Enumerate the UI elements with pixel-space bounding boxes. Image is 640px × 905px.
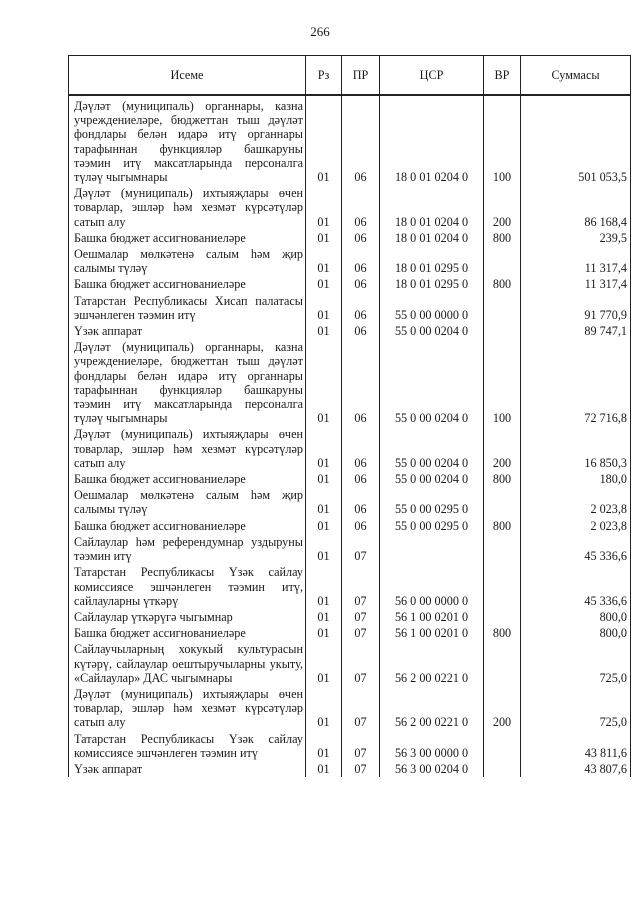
- cell-csr: 56 3 00 0204 0: [380, 761, 484, 777]
- cell-pr: 06: [342, 276, 380, 292]
- cell-pr: 06: [342, 293, 380, 323]
- cell-rz: 01: [306, 625, 342, 641]
- cell-pr: 06: [342, 185, 380, 230]
- column-header-vr: ВР: [484, 56, 521, 96]
- cell-pr: 07: [342, 731, 380, 761]
- column-header-csr: ЦСР: [380, 56, 484, 96]
- cell-pr: 07: [342, 564, 380, 609]
- cell-name: Сайлаулар үткәрүгә чыгымнар: [69, 609, 306, 625]
- cell-vr: [484, 761, 521, 777]
- cell-sum: 180,0: [521, 471, 631, 487]
- table-row: [69, 95, 631, 185]
- cell-sum: 725,0: [521, 686, 631, 731]
- cell-csr: 18 0 01 0204 0: [380, 230, 484, 246]
- cell-pr: 06: [342, 487, 380, 517]
- cell-csr: 56 2 00 0221 0: [380, 686, 484, 731]
- cell-rz: 01: [306, 323, 342, 339]
- cell-csr: 18 0 01 0295 0: [380, 276, 484, 292]
- table-row: [69, 276, 631, 292]
- cell-vr: 800: [484, 471, 521, 487]
- cell-vr: [484, 246, 521, 276]
- cell-name: Оешмалар мөлкәтенә салым һәм җир салымы түләү: [69, 246, 306, 276]
- cell-pr: 06: [342, 246, 380, 276]
- cell-vr: 200: [484, 426, 521, 471]
- cell-rz: 01: [306, 731, 342, 761]
- column-header-rz: Рз: [306, 56, 342, 96]
- cell-rz: 01: [306, 230, 342, 246]
- cell-name: Сайлаулар һәм референдумнар уздыруны тәэмин итү: [69, 534, 306, 564]
- cell-csr: 56 2 00 0221 0: [380, 641, 484, 686]
- cell-sum: 2 023,8: [521, 487, 631, 517]
- cell-vr: 200: [484, 185, 521, 230]
- cell-sum: 43 807,6: [521, 761, 631, 777]
- cell-name: Оешмалар мөлкәтенә салым һәм җир салымы түләү: [69, 487, 306, 517]
- cell-csr: 56 3 00 0000 0: [380, 731, 484, 761]
- cell-csr: 55 0 00 0295 0: [380, 518, 484, 534]
- cell-name: Татарстан Республикасы Үзәк сайлау комиссиясе эшчәнлеген тәэмин итү: [69, 731, 306, 761]
- cell-sum: 43 811,6: [521, 731, 631, 761]
- page-number: 266: [310, 24, 330, 39]
- cell-vr: [484, 564, 521, 609]
- cell-csr: 18 0 01 0204 0: [380, 185, 484, 230]
- cell-name: Дәүләт (муниципаль) ихтыяҗлары өчен товарлар, эшләр һәм хезмәт күрсәтүләр сатып алу: [69, 686, 306, 731]
- cell-name: Дәүләт (муниципаль) ихтыяҗлары өчен товарлар, эшләр һәм хезмәт күрсәтүләр сатып алу: [69, 185, 306, 230]
- cell-name: Башка бюджет ассигнованиеләре: [69, 276, 306, 292]
- table-row: [69, 625, 631, 641]
- cell-pr: 06: [342, 339, 380, 426]
- table-row: [69, 323, 631, 339]
- table-row: [69, 426, 631, 471]
- column-header-sum: Суммасы: [521, 56, 631, 96]
- cell-name: Башка бюджет ассигнованиеләре: [69, 230, 306, 246]
- cell-sum: 72 716,8: [521, 339, 631, 426]
- cell-csr: 56 1 00 0201 0: [380, 609, 484, 625]
- cell-vr: [484, 293, 521, 323]
- table-row: [69, 761, 631, 777]
- cell-pr: 07: [342, 761, 380, 777]
- cell-name: Башка бюджет ассигнованиеләре: [69, 625, 306, 641]
- cell-vr: 800: [484, 230, 521, 246]
- cell-rz: 01: [306, 185, 342, 230]
- cell-name: Башка бюджет ассигнованиеләре: [69, 518, 306, 534]
- cell-sum: 91 770,9: [521, 293, 631, 323]
- table-row: [69, 609, 631, 625]
- cell-pr: 06: [342, 95, 380, 185]
- cell-name: Башка бюджет ассигнованиеләре: [69, 471, 306, 487]
- table-row: [69, 731, 631, 761]
- cell-sum: 86 168,4: [521, 185, 631, 230]
- cell-sum: 11 317,4: [521, 276, 631, 292]
- cell-pr: 07: [342, 609, 380, 625]
- cell-vr: 100: [484, 95, 521, 185]
- cell-name: Дәүләт (муниципаль) органнары, казна учреждениеләре, бюджеттан тыш дәүләт фондлары белән идарә итү органнары тарафыннан функцияләр башкаруны тәэмин итү максатларында персоналга түләү чыгымнары: [69, 95, 306, 185]
- table-row: [69, 471, 631, 487]
- table-row: [69, 518, 631, 534]
- cell-csr: 18 0 01 0204 0: [380, 95, 484, 185]
- cell-vr: 800: [484, 625, 521, 641]
- cell-sum: 2 023,8: [521, 518, 631, 534]
- cell-rz: 01: [306, 471, 342, 487]
- cell-name: Татарстан Республикасы Хисап палатасы эшчәнлеген тәэмин итү: [69, 293, 306, 323]
- cell-name: Сайлаучыларның хокукый культурасын күтәрү, сайлаулар оештыручыларны укыту, «Сайлаулар» ДАС чыгымнары: [69, 641, 306, 686]
- cell-vr: [484, 323, 521, 339]
- cell-rz: 01: [306, 426, 342, 471]
- cell-sum: 800,0: [521, 625, 631, 641]
- cell-sum: 239,5: [521, 230, 631, 246]
- cell-name: Дәүләт (муниципаль) органнары, казна учреждениеләре, бюджеттан тыш дәүләт фондлары белән идарә итү органнары тарафыннан функцияләр башкаруны тәэмин итү максатларында персоналга түләү чыгымнары: [69, 339, 306, 426]
- table-row: [69, 686, 631, 731]
- cell-vr: 100: [484, 339, 521, 426]
- cell-sum: 89 747,1: [521, 323, 631, 339]
- cell-name: Татарстан Республикасы Үзәк сайлау комиссиясе эшчәнлеген тәэмин итү, сайлауларны үткәрү: [69, 564, 306, 609]
- cell-csr: 55 0 00 0204 0: [380, 426, 484, 471]
- cell-rz: 01: [306, 564, 342, 609]
- cell-csr: 55 0 00 0295 0: [380, 487, 484, 517]
- cell-pr: 07: [342, 641, 380, 686]
- cell-pr: 07: [342, 534, 380, 564]
- cell-pr: 06: [342, 471, 380, 487]
- cell-pr: 06: [342, 230, 380, 246]
- column-header-pr: ПР: [342, 56, 380, 96]
- table-body: [69, 95, 631, 777]
- cell-csr: 56 0 00 0000 0: [380, 564, 484, 609]
- cell-vr: 800: [484, 276, 521, 292]
- table-row: [69, 339, 631, 426]
- cell-sum: 501 053,5: [521, 95, 631, 185]
- cell-pr: 06: [342, 518, 380, 534]
- cell-vr: [484, 487, 521, 517]
- cell-csr: [380, 534, 484, 564]
- cell-pr: 07: [342, 686, 380, 731]
- cell-rz: 01: [306, 293, 342, 323]
- cell-sum: 725,0: [521, 641, 631, 686]
- cell-sum: 11 317,4: [521, 246, 631, 276]
- cell-name: Үзәк аппарат: [69, 761, 306, 777]
- table-row: [69, 185, 631, 230]
- cell-rz: 01: [306, 487, 342, 517]
- cell-vr: [484, 534, 521, 564]
- cell-csr: 18 0 01 0295 0: [380, 246, 484, 276]
- table-header: [69, 56, 631, 96]
- cell-rz: 01: [306, 641, 342, 686]
- table-row: [69, 641, 631, 686]
- cell-name: Дәүләт (муниципаль) ихтыяҗлары өчен товарлар, эшләр һәм хезмәт күрсәтүләр сатып алу: [69, 426, 306, 471]
- cell-csr: 56 1 00 0201 0: [380, 625, 484, 641]
- cell-sum: 800,0: [521, 609, 631, 625]
- cell-csr: 55 0 00 0204 0: [380, 471, 484, 487]
- cell-rz: 01: [306, 761, 342, 777]
- cell-rz: 01: [306, 276, 342, 292]
- cell-pr: 06: [342, 323, 380, 339]
- cell-csr: 55 0 00 0204 0: [380, 323, 484, 339]
- cell-csr: 55 0 00 0000 0: [380, 293, 484, 323]
- table-row: [69, 564, 631, 609]
- table-row: [69, 293, 631, 323]
- cell-vr: [484, 609, 521, 625]
- table-row: [69, 487, 631, 517]
- table-row: [69, 246, 631, 276]
- cell-rz: 01: [306, 339, 342, 426]
- cell-vr: [484, 641, 521, 686]
- cell-rz: 01: [306, 686, 342, 731]
- table-row: [69, 534, 631, 564]
- table-row: [69, 230, 631, 246]
- cell-vr: [484, 731, 521, 761]
- cell-sum: 45 336,6: [521, 564, 631, 609]
- cell-csr: 55 0 00 0204 0: [380, 339, 484, 426]
- cell-rz: 01: [306, 518, 342, 534]
- cell-name: Үзәк аппарат: [69, 323, 306, 339]
- budget-table: [68, 55, 631, 777]
- cell-vr: 200: [484, 686, 521, 731]
- cell-rz: 01: [306, 609, 342, 625]
- column-header-name: Исеме: [69, 56, 306, 96]
- cell-pr: 06: [342, 426, 380, 471]
- cell-sum: 45 336,6: [521, 534, 631, 564]
- cell-rz: 01: [306, 95, 342, 185]
- cell-vr: 800: [484, 518, 521, 534]
- cell-rz: 01: [306, 534, 342, 564]
- cell-sum: 16 850,3: [521, 426, 631, 471]
- cell-rz: 01: [306, 246, 342, 276]
- cell-pr: 07: [342, 625, 380, 641]
